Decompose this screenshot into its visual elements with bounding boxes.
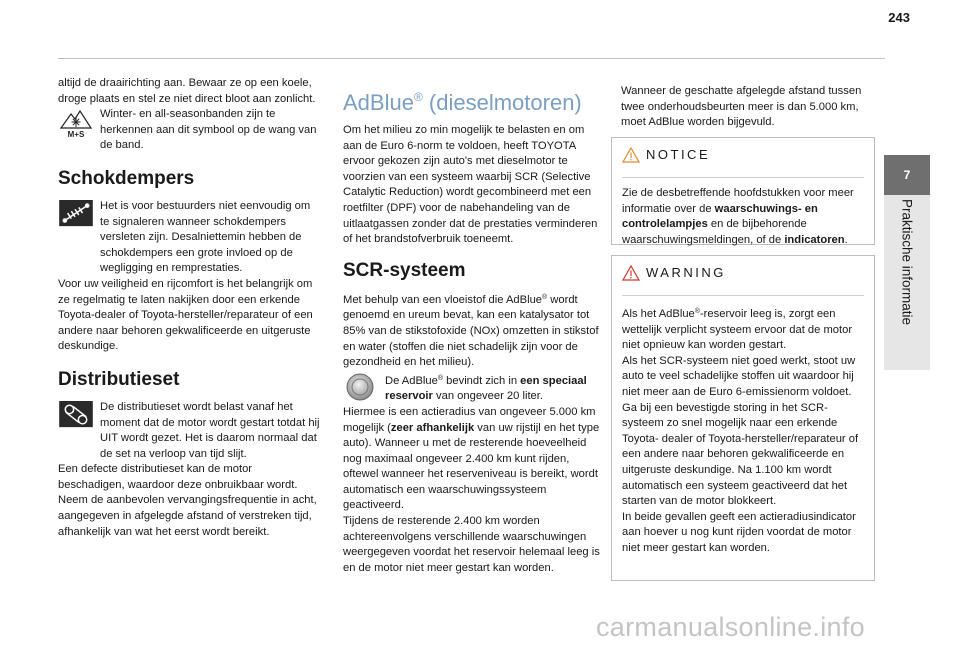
scr-p1-text: Met behulp van een vloeistof die AdBlue [343,293,543,306]
notice-text [622,186,864,248]
scr-heading: SCR-systeem [343,259,466,281]
scr-paragraph-4: Tijdens de resterende 2.400 km worden achtereenvolgens verschillende waarschuwingen weergegeven voordat het reservoir helemaal leeg is en de motor niet meer gestart kan worden. [343,515,600,574]
scr-paragraph-3 [343,405,605,514]
shock-absorbers-paragraph [58,199,320,277]
timing-kit-heading: Distributieset [58,368,180,390]
timing-kit-text-2: Een defecte distributieset kan de motor beschadigen, waardoor deze onbruikbaar wordt. [58,463,298,491]
chapter-title: Praktische informatie [899,198,915,326]
scr-p3-text-2: van uw rijstijl en het type auto). Wanneer u met de resterende hoeveelheid nog maximaal ongeveer 2.400 km kunt rijden, oftewel wanneer het reserveniveau is bereikt, wordt automatisch een waarschuwingssysteem geactiveerd. [343,421,600,512]
notice-box [611,137,875,245]
warning-divider [622,295,864,296]
watermark: carmanualsonline.info [596,612,865,642]
snowflake-mountain-icon [58,108,94,138]
shock-absorbers-text: Het is voor bestuurders niet eenvoudig om te signaleren wanneer schokdempers versleten zijn. Desalniettemin hebben de schokdempers een grote invloed op de wegligging en remprestaties. [100,199,311,275]
warning-text [622,304,864,557]
notice-bold-2: indicatoren [784,233,845,246]
winter-tyres-paragraph [58,107,320,154]
warning-box [611,255,875,581]
warning-paragraph-4: In beide gevallen geeft een actieradiusindicator aan hoever u nog kunt rijden voordat de motor niet meer gestart kan worden. [622,510,856,554]
timing-kit-text: De distributieset wordt belast vanaf het moment dat de motor wordt gestart totdat hij UIT wordt gezet. Het is daarom normaal dat de set na verloop van tijd slijt. [100,400,320,460]
scr-paragraph-1 [343,290,605,371]
registered-mark: ® [542,293,548,301]
notice-divider [622,177,864,178]
chapter-tab[interactable]: 7 [884,155,930,195]
notice-text-2: en de bijbehorende waarschuwingsmeldingen, of de [622,218,807,246]
registered-mark: ® [437,374,444,382]
timing-kit-text-3: Neem de aanbevolen vervangingsfrequentie in acht, aangegeven in afgelegde afstand of verstreken tijd, afhankelijk van wat het eerst wordt bereikt. [58,494,317,538]
notice-warning-icon [622,147,640,163]
registered-mark: ® [694,308,700,315]
page-number: 243 [888,10,910,25]
highly-dependent-bold: zeer afhankelijk [390,421,475,434]
shock-absorber-icon [58,200,94,228]
scr-p1-text-2: wordt genoemd en ureum bevat, kan een katalysator tot 85% van de stikstofoxide (NOx) omzetten in stikstof en water (stoffen die niet schadelijk zijn voor de gezondheid en het milieu). [343,293,599,369]
scr-tank-paragraph [343,371,605,405]
scr-p2-text-2: bevindt zich in [443,374,521,387]
column-1 [58,76,320,540]
intro-paragraph: altijd de draairichting aan. Bewaar ze op een koele, droge plaats en stel ze niet direct bloot aan zonlicht. [58,77,316,105]
warning-triangle-icon [622,265,640,281]
refill-paragraph: Wanneer de geschatte afgelegde afstand tussen twee onderhoudsbeurten meer is dan 5.000 km, moet AdBlue worden bijgevuld. [621,85,862,129]
warning-p1-text-2: -reservoir leeg is, zorgt een wettelijk verplicht systeem ervoor dat de motor niet opnieuw kan worden gestart. [622,308,853,352]
warning-paragraph-2: Als het SCR-systeem niet goed werkt, stoot uw auto te veel schadelijke stoffen uit waardoor hij niet meer aan de Euro 6-emissienorm voldoet. [622,354,856,398]
shock-absorbers-text-2: Voor uw veiligheid en rijcomfort is het belangrijk om ze regelmatig te laten nakijken door een erkende Toyota-dealer of Toyota-hersteller/reparateur of een andere naar behoren gekwalificeerde en uitgeruste deskundige. [58,277,313,353]
special-tank-bold: een speciaal reservoir [385,374,587,403]
mud-snow-label: M+S [67,130,85,139]
adblue-title-suffix: (dieselmotoren) [422,90,582,115]
notice-text-1: Zie de desbetreffende hoofdstukken voor meer informatie over de [622,187,854,215]
column-2 [343,84,605,576]
warning-title: WARNING [646,265,726,280]
scr-p3-text: Hiermee is een actieradius van ongeveer 5.000 km mogelijk ( [343,405,596,434]
timing-belt-icon [58,401,94,429]
scr-p2-text: De AdBlue [385,374,438,387]
notice-text-3: . [844,233,848,246]
registered-mark: ® [413,90,423,104]
adblue-intro: Om het milieu zo min mogelijk te belasten en om aan de Euro 6-norm te voldoen, heeft TOYOTA ervoor gekozen zijn auto's met dieselmotor te voorzien van een systeem waarbij SCR (Selective Catalytic Reduction) wordt gecombineerd met een roetfilter (DPF) voor de nabehandeling van de uitlaatgassen zonder dat de prestaties verminderen of het brandstofverbruik toeneemt. [343,124,598,246]
adblue-title [343,84,605,116]
winter-tyres-text: Winter- en all-seasonbanden zijn te herkennen aan dit symbool op de wang van de band. [100,108,317,152]
scr-p2-text-3: van ongeveer 20 liter. [432,390,543,403]
timing-kit-paragraph [58,400,320,462]
header-rule [58,58,885,59]
warning-p1-text: Als het AdBlue [622,308,695,320]
shock-absorbers-heading: Schokdempers [58,167,195,189]
adblue-title-text: AdBlue [343,90,414,115]
notice-title: NOTICE [646,147,711,162]
warning-paragraph-1 [622,304,864,354]
notice-bold-1: waarschuwings- en controlelampjes [622,202,818,231]
column-3 [621,84,879,131]
adblue-cap-icon [343,372,379,402]
warning-paragraph-3: Ga bij een bevestigde storing in het SCR-systeem zo snel mogelijk naar een erkende Toyota- dealer of Toyota-hersteller/reparateur of een andere naar behoren gekwalificeerde en uitgeruste deskundige. Na 1.100 km wordt automatisch een systeem geactiveerd dat het starten van de motor blokkeert. [622,401,859,508]
